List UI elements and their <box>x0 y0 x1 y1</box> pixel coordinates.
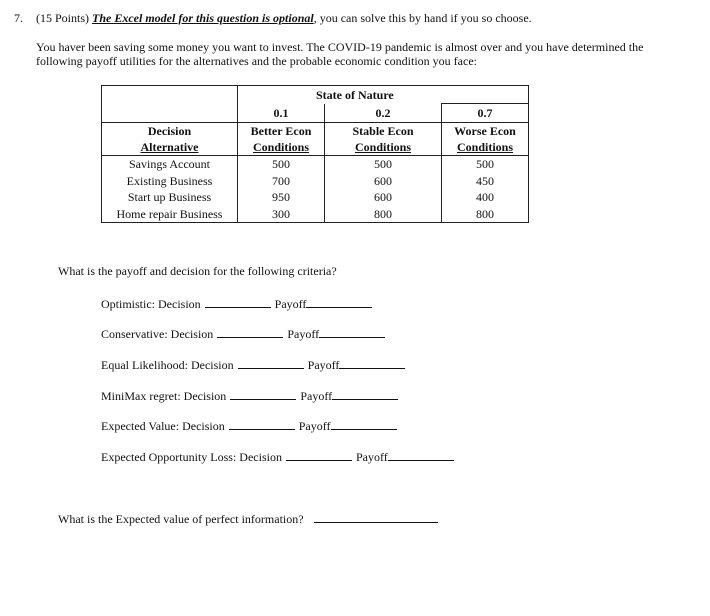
better-value: 700 <box>272 173 290 188</box>
worse-econ-line2: Conditions <box>456 140 514 154</box>
stable-econ-line2: Conditions <box>354 140 412 154</box>
worse-econ-header <box>442 123 529 156</box>
better-value: 950 <box>272 190 290 204</box>
criterion-label: Expected Opportunity Loss: Decision <box>101 450 282 464</box>
stable-value: 600 <box>374 173 392 188</box>
question-emphasis: The Excel model for this question is optional <box>92 11 314 25</box>
criterion-label: Conservative: Decision <box>101 327 214 341</box>
prob-worse: 0.7 <box>442 104 529 123</box>
criterion-conservative <box>101 325 389 342</box>
payoff-label: Payoff <box>355 450 388 464</box>
question-rest: , you can solve this by hand if you so choose. <box>313 11 532 25</box>
payoff-blank[interactable] <box>331 417 397 430</box>
criterion-label: MiniMax regret: Decision <box>101 389 227 403</box>
decision-alt-header <box>102 123 238 156</box>
payoff-blank[interactable] <box>332 387 398 400</box>
worse-value: 450 <box>476 173 494 188</box>
question-points: (15 Points) <box>36 11 90 25</box>
payoff-blank[interactable] <box>388 448 454 461</box>
prob-better: 0.1 <box>238 104 325 123</box>
better-econ-line2: Conditions <box>252 140 310 154</box>
decision-blank[interactable] <box>286 448 352 461</box>
decision-header-line2: Alternative <box>140 140 199 154</box>
question-header <box>14 11 532 26</box>
decision-blank[interactable] <box>230 387 296 400</box>
better-value: 500 <box>272 157 290 171</box>
decision-blank[interactable] <box>238 356 304 369</box>
better-value: 300 <box>272 206 290 221</box>
worse-value: 400 <box>476 190 494 204</box>
question-number: 7. <box>14 11 23 25</box>
criterion-label: Equal Likelihood: Decision <box>101 358 234 372</box>
criterion-expected-value <box>101 417 401 434</box>
evpi-label: What is the Expected value of perfect information? <box>58 512 304 526</box>
better-econ-line1: Better Econ <box>250 124 312 138</box>
stable-value: 800 <box>374 206 392 221</box>
payoff-table <box>101 85 529 223</box>
alternative-item: Start up Business <box>127 190 212 204</box>
evpi-question <box>58 510 442 527</box>
criterion-equal-likelihood <box>101 356 409 373</box>
stable-values-column <box>325 156 442 223</box>
better-econ-header <box>238 123 325 156</box>
criterion-expected-opportunity-loss <box>101 448 458 465</box>
better-values-column <box>238 156 325 223</box>
alternatives-column <box>102 156 238 223</box>
table-corner <box>102 86 238 123</box>
state-of-nature-cell <box>238 86 529 104</box>
payoff-blank[interactable] <box>319 325 385 338</box>
decision-blank[interactable] <box>205 295 271 308</box>
payoff-blank[interactable] <box>339 356 405 369</box>
worse-value: 500 <box>476 157 494 171</box>
criterion-minimax-regret <box>101 387 402 404</box>
evpi-blank[interactable] <box>314 510 438 523</box>
worse-econ-line1: Worse Econ <box>454 124 516 138</box>
state-of-nature-header: State of Nature <box>316 88 394 102</box>
decision-header-line1: Decision <box>147 124 192 138</box>
criterion-optimistic <box>101 295 376 312</box>
payoff-blank[interactable] <box>306 295 372 308</box>
payoff-label: Payoff <box>298 419 331 433</box>
question-intro: You haver been saving some money you want to invest. The COVID-19 pandemic is almost over and you have determined the following payoff utilities for the alternatives and the probable economic condition you face: <box>36 40 644 68</box>
decision-blank[interactable] <box>217 325 283 338</box>
stable-econ-header <box>325 123 442 156</box>
decision-blank[interactable] <box>229 417 295 430</box>
criterion-label: Expected Value: Decision <box>101 419 225 433</box>
payoff-label: Payoff <box>300 389 333 403</box>
alternative-item: Existing Business <box>126 173 213 188</box>
prob-stable: 0.2 <box>325 104 442 123</box>
alternative-item: Home repair Business <box>116 206 223 221</box>
payoff-label: Payoff <box>274 297 307 311</box>
stable-value: 500 <box>374 157 392 171</box>
criteria-prompt: What is the payoff and decision for the following criteria? <box>58 264 337 278</box>
worse-values-column <box>442 156 529 223</box>
stable-econ-line1: Stable Econ <box>352 124 414 138</box>
payoff-label: Payoff <box>307 358 340 372</box>
payoff-label: Payoff <box>287 327 320 341</box>
criterion-label: Optimistic: Decision <box>101 297 201 311</box>
stable-value: 600 <box>374 190 392 204</box>
alternative-item: Savings Account <box>129 157 210 171</box>
worse-value: 800 <box>476 206 494 221</box>
